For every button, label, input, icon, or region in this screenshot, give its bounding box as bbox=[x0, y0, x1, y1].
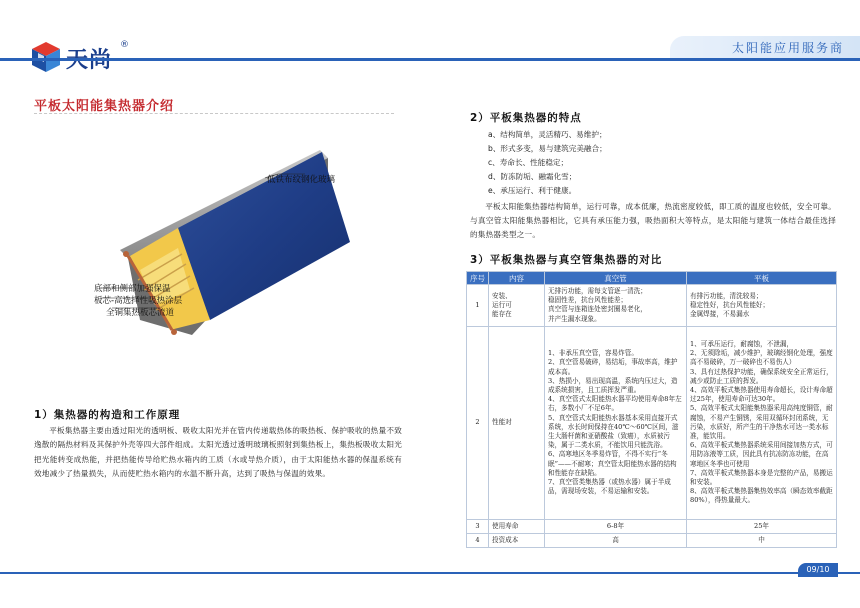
header-tab bbox=[670, 36, 860, 58]
table-row bbox=[467, 519, 837, 533]
list-item: b、形式多变，易与建筑完美融合； bbox=[488, 144, 607, 153]
page-title: 平板太阳能集热器介绍 bbox=[34, 99, 175, 114]
header-vacuum: 真空管 bbox=[545, 272, 687, 285]
row-item: 性能对 bbox=[489, 326, 545, 519]
comparison-table bbox=[466, 271, 837, 548]
feature-list bbox=[488, 128, 607, 198]
callout-copper-channel: 全铜集热板芯流道 bbox=[106, 308, 175, 318]
row-item: 使用寿命 bbox=[489, 519, 545, 533]
header-item: 内容 bbox=[489, 272, 545, 285]
row-vacuum: 6-8年 bbox=[545, 519, 687, 533]
table-header-row bbox=[467, 272, 837, 285]
header-no: 序号 bbox=[467, 272, 489, 285]
list-item: c、寿命长、性能稳定； bbox=[488, 158, 569, 167]
callout-glass: 低铁布纹钢化玻璃 bbox=[267, 175, 336, 185]
section2-body: 平板太阳能集热器结构简单，运行可靠，成本低廉，热流密度较低，即工质的温度也较低，安全可靠。与真空管太阳能集热器相比，它具有承压能力强，吸热面积大等特点，是太阳能与建筑一体结合最佳选择的集热器类型之一。 bbox=[470, 202, 836, 239]
title-divider bbox=[34, 113, 394, 114]
row-flat: 1、可承压运行，耐腐蚀，不泄漏， 2、无须除垢，减少维护，玻璃经钢化处理，强度高不易破碎，万一破碎也不易伤人） 3、具有过热保护功能，确保系统安全正常运行，减少或防止工质的挥发。 4、高效平板式集热器使用寿命超长，设计寿命超过25年，使用寿命可达30年。 5、高效平板式太阳能集热器采用高纯度铜管，耐腐蚀，不易产生铜锈，采用双循环封闭系统，无污染，水质好，所产生的干净热水可达一类水标准，能饮用。 6、高效平板式集热器系统采用间接加热方式，可用防冻液等工质，因此具有抗冻防冻功能，在高寒地区冬季也可使用 7、高效平板式集热器本身是完整的产品，易搬运和安装。 8、高效平板式集热器集热效率高（瞬态效率截距80%），得热量最大。 bbox=[687, 326, 837, 519]
section1-body: 平板集热器主要由透过阳光的透明板、吸收太阳光并在管内传递载热体的吸热板、保护吸收的热量不致逸散的隔热材料及其保护外壳等四大部件组成。太阳光透过透明玻璃板照射到集热板上，集热板吸收太阳光把光能转变成热能，并把热能传导给贮热水箱内的工质（水或导热介质），由于太阳能热水器的保温系统有效地减少了热量损失，从而使贮热水箱内的水温不断升高，达到了吸热与保温的效果。 bbox=[34, 426, 402, 479]
list-item: d、防冻防垢、融霜化雪； bbox=[488, 172, 577, 181]
page-number: 09/10 bbox=[798, 563, 838, 577]
row-no: 2 bbox=[467, 326, 489, 519]
header-flat: 平板 bbox=[687, 272, 837, 285]
row-no: 1 bbox=[467, 285, 489, 327]
list-item: e、承压运行、利于健康。 bbox=[488, 186, 577, 195]
footer-divider bbox=[0, 572, 860, 574]
row-flat: 25年 bbox=[687, 519, 837, 533]
section2-title: 2）平板集热器的特点 bbox=[470, 112, 582, 124]
header-tagline: 太阳能应用服务商 bbox=[731, 41, 844, 55]
callout-insulation: 底部和侧部加强保温 bbox=[94, 284, 171, 294]
header-divider bbox=[0, 58, 860, 61]
section1-title: 1）集热器的构造和工作原理 bbox=[34, 409, 181, 421]
row-item: 安装、 运行可 能存在 bbox=[489, 285, 545, 327]
list-item: a、结构简单，灵活精巧、易维护； bbox=[488, 130, 607, 139]
row-flat: 中 bbox=[687, 534, 837, 548]
callout-absorber-coating: 板芯-高选择性吸热涂层 bbox=[94, 296, 183, 306]
logo-cube-icon bbox=[30, 40, 62, 74]
table-row bbox=[467, 285, 837, 327]
row-no: 4 bbox=[467, 534, 489, 548]
table-row bbox=[467, 326, 837, 519]
row-vacuum: 高 bbox=[545, 534, 687, 548]
row-flat: 有排污功能，清洗较易； 稳定性好，抗台风性能好； 金属焊接，不易漏水 bbox=[687, 285, 837, 327]
table-row bbox=[467, 534, 837, 548]
row-vacuum: 无排污功能，需每支管逐一清洗； 稳固性差，抗台风性能差； 真空管与连箱连处密封圈易老化， 并产生漏水现象。 bbox=[545, 285, 687, 327]
row-no: 3 bbox=[467, 519, 489, 533]
section3-title: 3）平板集热器与真空管集热器的对比 bbox=[470, 254, 663, 266]
registered-mark: ® bbox=[120, 40, 129, 50]
row-vacuum: 1、非承压真空管，容易炸管。 2、真空管易破碎，易结垢，事故率高，维护成本高。 3、热损小，易出现高温，系统内压过大，造成系统损害，且工质挥发严重。 4、真空管式太阳能热水器平均使用寿命8年左右，多数小厂不足6年。 5、真空管式太阳能热水器基本采用直接开式系统，水长时间保持在40℃～60℃区间，滋生大肠杆菌和亚硝酸盐（致癌），水质被污染，属于二类水质，不能饮用只能洗浴。 6、高寒地区冬季易炸管，不得不实行“冬眠”——不耐寒；真空管太阳能热水器的结构和性能存在缺陷。 7、真空管类集热器（或热水器）属于半成品，需现场安装，不易运输和安装。 bbox=[545, 326, 687, 519]
row-item: 投资成本 bbox=[489, 534, 545, 548]
